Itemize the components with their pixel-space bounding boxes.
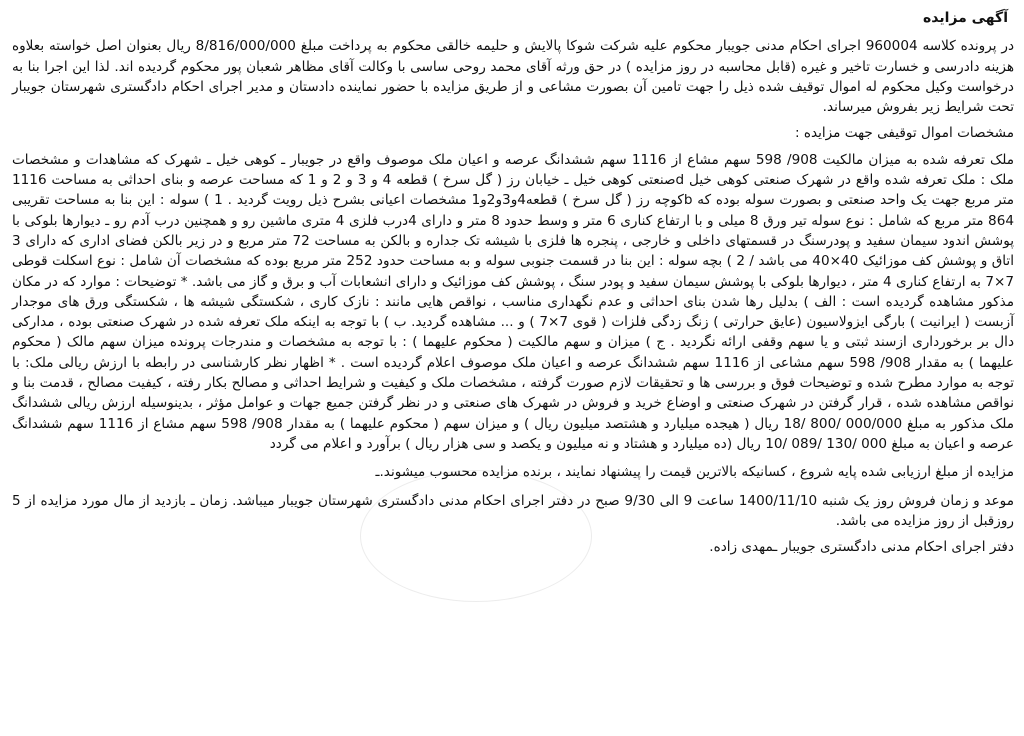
auction-time-paragraph: موعد و زمان فروش روز یک شنبه 1400/11/10 ساعت 9 الی 9/30 صبح در دفتر اجرای احکام مدنی دادگستری شهرستان جویبار میباشد. زمان ـ بازدید از مال مورد مزایده از 5 روزقبل از روز مزایده می باشد. [12,492,1014,529]
auction-start-paragraph: مزایده از مبلغ ارزیابی شده پایه شروع ، کسانیکه بالاترین قیمت را پیشنهاد نمایند ، برنده مزایده محسوب میشوند.ـ [375,464,1014,481]
notice-title: آگهی مزایده [922,10,1008,26]
specs-heading: مشخصات اموال توقیفی جهت مزایده : [794,125,1014,142]
specs-paragraph: ملک تعرفه شده به میزان مالکیت 908/ 598 سهم مشاع از 1116 سهم ششدانگ عرصه و اعیان ملک موصوف واقع در جویبار ـ کوهی خیل ـ شهرک که مشاهدات و مشخصات ملک : ملک تعرفه شده واقع در شهرک صنعتی کوهی خیل dصنعتی کوهی خیل ـ خیابان رز ( گل سرخ ) قطعه 4 و 3 و 2 و 1 که مساحت عرصه و بنای احداثی به مساحت 1116 متر مربع جهت یک واحد صنعتی و بصورت سوله بوده که bکوچه رز ( گل سرخ ) قطعه4و3و2و1 مشخصات اعیانی بشرح ذیل رویت گردید . 1 ) سوله : این بنا به مساحت تقریبی 864 متر مربع که شامل : نوع سوله تیر ورق 8 میلی و با ارتفاع کناری 6 متر و وسط حدود 8 متر و دارای 4درب فلزی 4 متری ماشین رو و همچنین درب آدم رو ـ دیوارها بلوکی با پوشش اندود سیمان سفید و پودرسنگ در قسمتهای داخلی و خارجی ، پنجره ها فلزی با شیشه تک جداره و بالکن به مساحت 72 متر مربع و در زیر بالکن فضای اداری که دارای 3 اتاق و پوشش کف موزائیک 40×40 می باشد / 2 ) بچه سوله : این بنا در قسمت جنوبی سوله و به مساحت حدود 252 متر مربع بوده که مشخصات آن شامل : نوع اسکلت قوطی 7×7 به ارتفاع کناری 4 متر ، دیوارها بلوکی با پوشش سیمان سفید و پودر سنگ ، پوشش کف موزائیک و دارای انشعابات آب و برق و گاز می باشد. * توضیحات : موارد که در مکان مذکور مشاهده گردیده است : الف ) بدلیل رها شدن بنای احداثی و عدم نگهداری مناسب ، نواقص هایی مانند : نازک کاری ، شکستگی شیشه ها ، شکستگی ورق های موجدار آزبست ( ایرانیت ) بارگی ایزولاسیون (عایق حرارتی ) زنگ زدگی فلزات ( قوی 7×7 ) و ... مشاهده گردید. ب ) با توجه به اینکه ملک تعرفه شده در شهرک صنعتی بوده ، مدارکی دال بر برخورداری ازسند ثبتی و یا سهم وقفی ارائه نگردید . ج ) میزان و سهم مالکیت ( محکوم علیهما ) : با توجه به مشخصات و مندرجات پرونده میزان سهم مالک ( محکوم علیهما ) به مقدار 908/ 598 سهم مشاعی از 1116 سهم ششدانگ عرصه و اعیان ملک موصوف اعلام گردیده است . * اظهار نظر کارشناسی در رابطه با ارزش ریالی ملک: با توجه به موارد مطرح شده و توضیحات فوق و بررسی ها و تحقیقات لازم صورت گرفته ، مشخصات ملک و کیفیت و شرایط احداثی و مصالح بکار رفته ، کیفیت مصالح ، قدمت بنا و نواقص مشاهده شده ، قرار گرفتن در شهرک صنعتی و اوضاع خرید و فروش در شهرک های صنعتی و در نظر گرفتن جمیع جهات و عوامل مؤثر ، بدینوسیله ارزش ریالی ششدانگ ملک مذکور به مبلغ 000/000 /800 /18 ریال ( هیجده میلیارد و هشتصد میلیون ریال ) و میزان سهم ( محکوم علیهما ) به مقدار 908/ 598 سهم مشاع از 1116 سهم ششدانگ عرصه و اعیان به مبلغ 000 /130 /089 /10 ریال (ده میلیارد و هشتاد و نه میلیون و یکصد و سی هزار ریال ) برآورد و اعلام می گردد [12,151,1015,452]
signature-line: دفتر اجرای احکام مدنی دادگستری جویبار ـمهدی زاده. [709,539,1014,556]
intro-paragraph: در پرونده کلاسه 960004 اجرای احکام مدنی جویبار محکوم علیه شرکت شوکا پالایش و حلیمه خالقی محکوم به پرداخت مبلغ 8/816/000/000 ریال بعنوان اصل خواسته بعلاوه هزینه دادرسی و خسارت تاخیر و غیره (قابل محاسبه در روز مزایده ) در حق ورثه آقای محمد روحی ساسی با وکالت آقای مظاهر شعبان پور محکوم گردیده اند. لذا این اجرا بنا به درخواست وکیل محکوم له اموال توقیف شده ذیل را جهت تامین آن بصورت مشاعی و از طریق مزایده با حضور نماینده دادستان و مدیر اجرای احکام دادگستری شهرستان جویبار تحت شرایط زیر بفروش میرساند. [12,38,1015,116]
